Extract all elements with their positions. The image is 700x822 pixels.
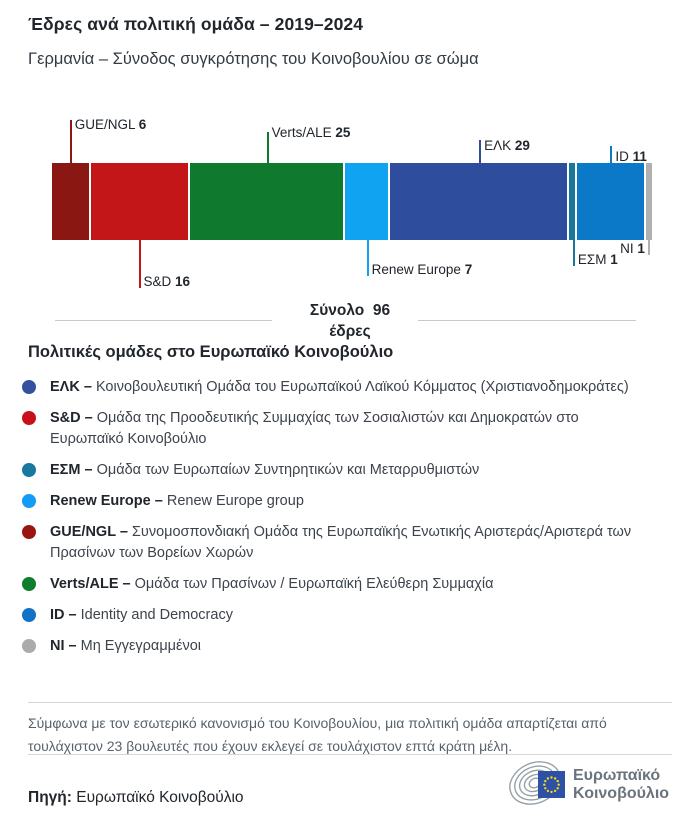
bar-segment	[190, 163, 343, 240]
total-value: 96	[372, 302, 391, 319]
legend-item-text: Renew Europe – Renew Europe group	[50, 493, 304, 509]
total-row	[0, 300, 700, 346]
bar-segment	[577, 163, 644, 240]
bar-segment	[390, 163, 567, 240]
footnote-divider-top	[28, 702, 672, 703]
legend-item	[0, 522, 672, 564]
segment-label: ΕΛΚ 29	[484, 138, 530, 153]
legend-item	[0, 408, 672, 450]
legend-item-text: ID – Identity and Democracy	[50, 607, 233, 623]
legend-color-dot-icon	[22, 577, 36, 591]
footnote-text: Σύμφωνα με τον εσωτερικό κανονισμό του Κοινοβουλίου, μια πολιτική ομάδα απαρτίζεται από τουλάχιστον 23 βουλευτές που έχουν εκλεγεί σε τουλάχιστον επτά κράτη μέλη.	[28, 715, 607, 754]
legend-item-text: S&D – Ομάδα της Προοδευτικής Συμμαχίας των Σοσιαλιστών και Δημοκρατών στο Ευρωπαϊκό Κοινοβούλιο	[50, 410, 579, 447]
segment-callout-line	[139, 240, 141, 288]
segment-label: ID 11	[615, 149, 647, 164]
legend-item	[0, 636, 672, 657]
segment-callout-line	[367, 240, 369, 276]
source-value: Ευρωπαϊκό Κοινοβούλιο	[76, 789, 244, 806]
page-subtitle: Γερμανία – Σύνοδος συγκρότησης του Κοινοβουλίου σε σώμα	[28, 50, 479, 68]
legend-color-dot-icon	[22, 608, 36, 622]
segment-callout-line	[648, 240, 650, 255]
legend-color-dot-icon	[22, 494, 36, 508]
bar-segment	[646, 163, 652, 240]
segment-label: NI 1	[620, 241, 645, 256]
legend-color-dot-icon	[22, 463, 36, 477]
eu-flag-icon	[538, 771, 565, 798]
total-left-rule	[55, 320, 272, 321]
legend-item	[0, 491, 672, 512]
segment-callout-line	[479, 140, 481, 163]
total-unit: έδρες	[329, 323, 371, 340]
legend-list	[0, 372, 672, 667]
bar-segment	[52, 163, 89, 240]
logo-text-line1: Ευρωπαϊκό	[573, 767, 661, 784]
legend-color-dot-icon	[22, 380, 36, 394]
segment-label: GUE/NGL 6	[74, 117, 147, 132]
segment-label: Renew Europe 7	[371, 262, 473, 277]
legend-color-dot-icon	[22, 525, 36, 539]
source-line	[28, 789, 244, 807]
legend-item	[0, 574, 672, 595]
seat-bar	[52, 163, 652, 240]
segment-callout-line	[70, 120, 72, 163]
segment-label: S&D 16	[143, 274, 191, 289]
legend-item-text: ΕΣΜ – Ομάδα των Ευρωπαίων Συντηρητικών και Μεταρρυθμιστών	[50, 462, 480, 478]
legend-item	[0, 377, 672, 398]
legend-item-text: NI – Μη Εγγεγραμμένοι	[50, 638, 202, 654]
segment-label: ΕΣΜ 1	[577, 252, 618, 267]
legend-color-dot-icon	[22, 411, 36, 425]
source-label: Πηγή:	[28, 789, 72, 806]
segment-callout-line	[267, 132, 269, 163]
european-parliament-logo	[505, 756, 695, 812]
legend-item-text: Verts/ALE – Ομάδα των Πρασίνων / Ευρωπαϊκή Ελεύθερη Συμμαχία	[50, 576, 494, 592]
total-label: Σύνολο	[309, 302, 365, 319]
bar-segment	[345, 163, 388, 240]
bar-segment	[569, 163, 575, 240]
segment-label: Verts/ALE 25	[271, 125, 351, 140]
total-seats	[0, 302, 700, 320]
page-title: Έδρες ανά πολιτική ομάδα – 2019–2024	[28, 14, 364, 34]
legend-item-text: ΕΛΚ – Κοινοβουλευτική Ομάδα του Ευρωπαϊκού Λαϊκού Κόμματος (Χριστιανοδημοκράτες)	[50, 379, 629, 395]
segment-callout-line	[610, 146, 612, 163]
legend-item	[0, 605, 672, 626]
total-right-rule	[418, 320, 636, 321]
legend-item-text: GUE/NGL – Συνομοσπονδιακή Ομάδα της Ευρωπαϊκής Ενωτικής Αριστεράς/Αριστερά των Πρασίνων των Βορείων Χωρών	[50, 524, 632, 561]
logo-text-line2: Κοινοβούλιο	[573, 785, 670, 802]
legend-color-dot-icon	[22, 639, 36, 653]
legend-heading: Πολιτικές ομάδες στο Ευρωπαϊκό Κοινοβούλιο	[28, 343, 394, 361]
seat-bar-chart	[52, 112, 652, 294]
footnote-divider-bottom	[28, 754, 672, 755]
segment-callout-line	[573, 240, 575, 266]
bar-segment	[91, 163, 189, 240]
legend-item	[0, 460, 672, 481]
